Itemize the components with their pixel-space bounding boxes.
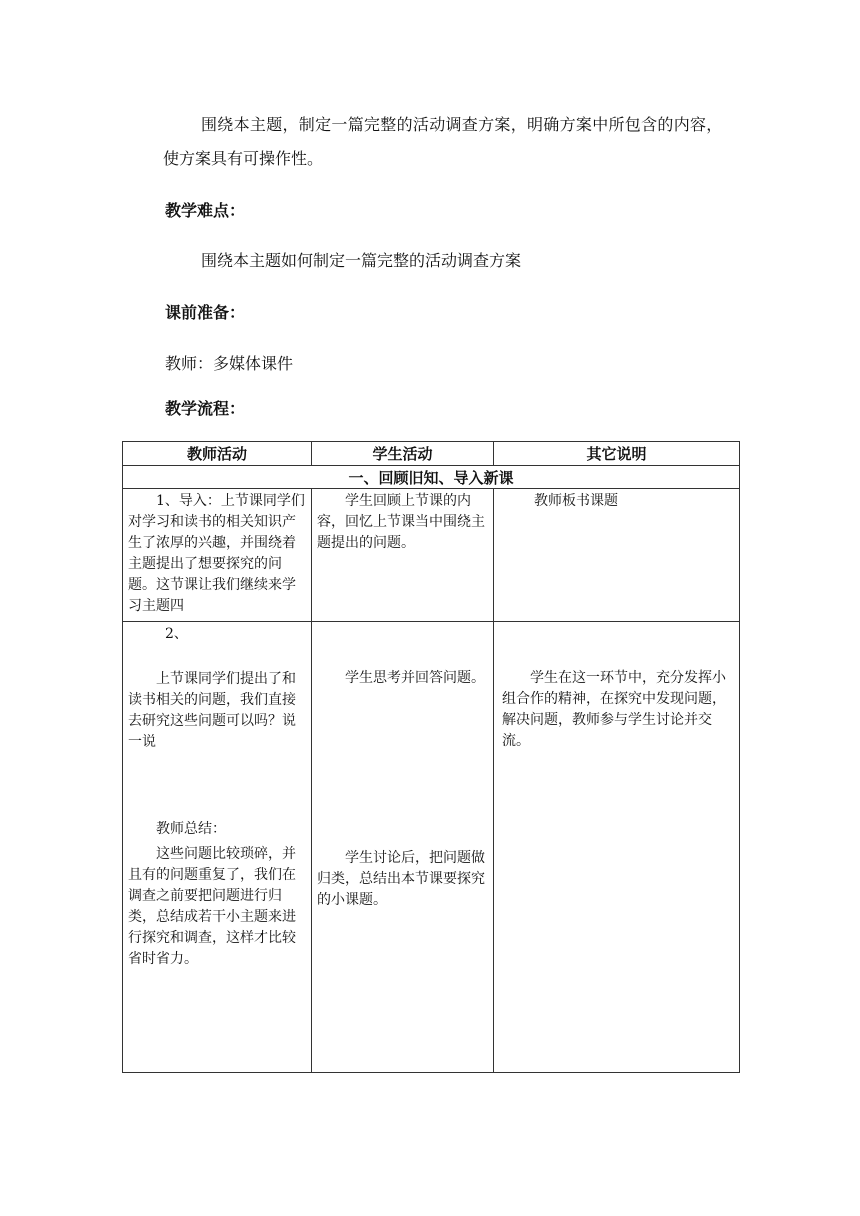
- row2-teacher-question: 上节课同学们提出了和读书相关的问题，我们直接去研究这些问题可以吗？说一说: [128, 671, 296, 750]
- row1-student-text: 学生回顾上节课的内容，回忆上节课当中围绕主题提出的问题。: [317, 493, 485, 551]
- row2-note-text: 学生在这一环节中，充分发挥小组合作的精神，在探究中发现问题，解决问题，教师参与学生讨论并交流。: [502, 670, 726, 749]
- row1-note-text: 教师板书课题: [534, 493, 618, 509]
- row1-note-cell: [494, 489, 740, 622]
- preparation-text: 教师：多媒体课件: [165, 354, 294, 373]
- table-row: [123, 622, 740, 1073]
- row2-summary-label: 教师总结：: [156, 821, 226, 837]
- objective-line-1: 围绕本主题，制定一篇完整的活动调查方案，明确方案中所包含的内容，: [201, 115, 723, 134]
- row2-student-discussion: 学生讨论后，把问题做归类，总结出本节课要探究的小课题。: [317, 850, 485, 908]
- table-row: [123, 489, 740, 622]
- row2-summary-text: 这些问题比较琐碎，并且有的问题重复了，我们在调查之前要把问题进行归类，总结成若干小主题来进行探究和调查，这样才比较省时省力。: [128, 846, 296, 967]
- difficulty-heading: 教学难点：: [165, 201, 246, 220]
- row2-student-answer: 学生思考并回答问题。: [345, 670, 485, 686]
- row2-teacher-number: 2、: [165, 626, 188, 642]
- row2-note-cell: [494, 622, 740, 1073]
- objective-line-2: 使方案具有可操作性。: [163, 149, 324, 168]
- difficulty-text: 围绕本主题如何制定一篇完整的活动调查方案: [201, 251, 522, 270]
- header-student-activity: 学生活动: [312, 442, 494, 466]
- teaching-process-table: [122, 441, 740, 1073]
- section-row: [123, 466, 740, 489]
- process-heading: 教学流程：: [165, 399, 246, 418]
- header-other-notes: 其它说明: [494, 442, 740, 466]
- section-title: 一、回顾旧知、导入新课: [123, 466, 740, 489]
- row1-student-cell: [312, 489, 494, 622]
- row2-student-cell: [312, 622, 494, 1073]
- table-header-row: [123, 442, 740, 466]
- header-teacher-activity: 教师活动: [123, 442, 312, 466]
- preparation-heading: 课前准备：: [165, 303, 246, 322]
- row1-teacher-cell: [123, 489, 312, 622]
- row2-teacher-cell: [123, 622, 312, 1073]
- row1-teacher-text: 1、导入：上节课同学们对学习和读书的相关知识产生了浓厚的兴趣，并围绕着主题提出了想要探究的问题。这节课让我们继续来学习主题四: [128, 493, 305, 614]
